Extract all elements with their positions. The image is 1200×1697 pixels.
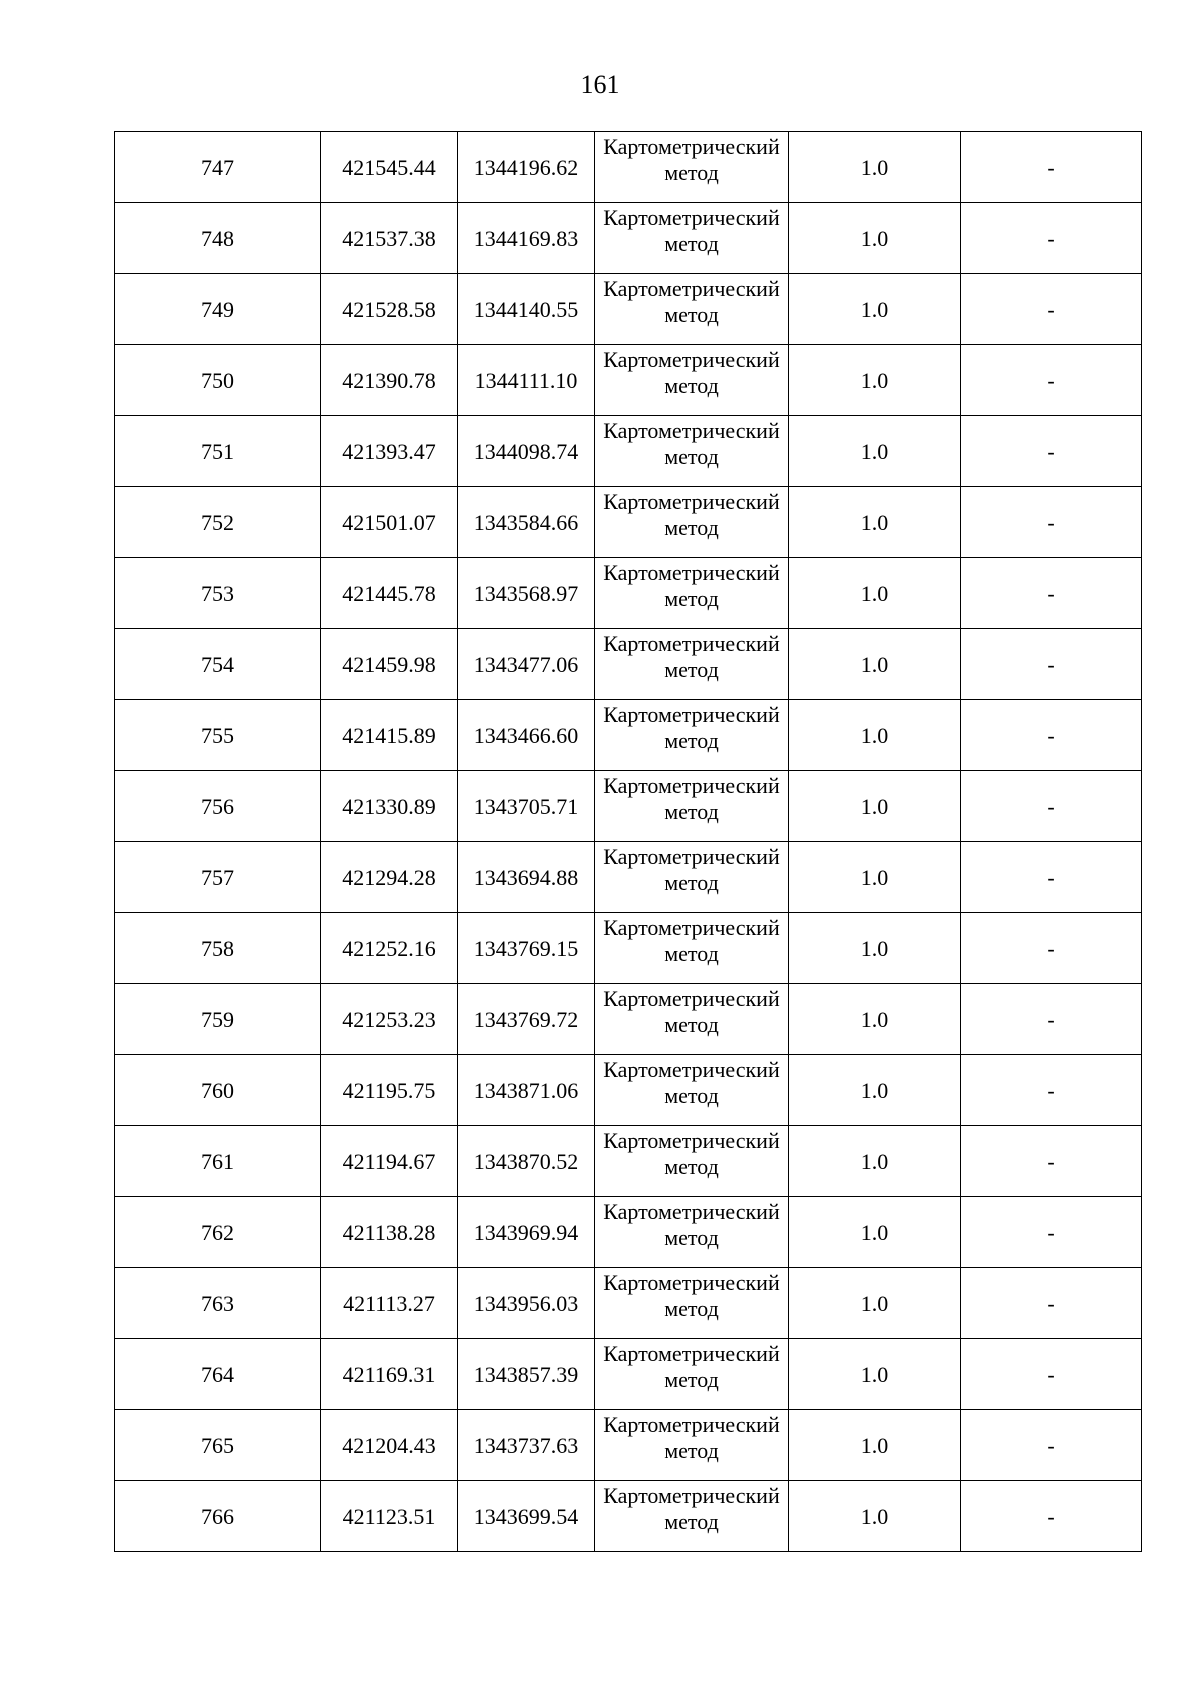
method-cell: Картометрический метод [595,842,789,913]
note-cell: - [961,558,1142,629]
table-row [115,1268,1142,1339]
y-coordinate-cell: 1343568.97 [458,558,595,629]
accuracy-cell: 1.0 [789,842,961,913]
x-coordinate-cell: 421252.16 [321,913,458,984]
x-coordinate-cell: 421415.89 [321,700,458,771]
x-coordinate-cell: 421194.67 [321,1126,458,1197]
table-row [115,558,1142,629]
point-number-cell: 760 [115,1055,321,1126]
accuracy-cell: 1.0 [789,1055,961,1126]
x-coordinate-cell: 421545.44 [321,132,458,203]
table-row [115,1126,1142,1197]
y-coordinate-cell: 1343857.39 [458,1339,595,1410]
accuracy-cell: 1.0 [789,1197,961,1268]
y-coordinate-cell: 1343466.60 [458,700,595,771]
note-cell: - [961,1126,1142,1197]
point-number-cell: 757 [115,842,321,913]
method-cell: Картометрический метод [595,1197,789,1268]
note-cell: - [961,1410,1142,1481]
x-coordinate-cell: 421204.43 [321,1410,458,1481]
method-cell: Картометрический метод [595,416,789,487]
note-cell: - [961,132,1142,203]
accuracy-cell: 1.0 [789,132,961,203]
x-coordinate-cell: 421113.27 [321,1268,458,1339]
x-coordinate-cell: 421445.78 [321,558,458,629]
method-cell: Картометрический метод [595,558,789,629]
note-cell: - [961,842,1142,913]
method-cell: Картометрический метод [595,487,789,558]
table-row [115,1339,1142,1410]
table-row [115,771,1142,842]
y-coordinate-cell: 1344169.83 [458,203,595,274]
y-coordinate-cell: 1343769.72 [458,984,595,1055]
y-coordinate-cell: 1343871.06 [458,1055,595,1126]
method-cell: Картометрический метод [595,913,789,984]
table-row [115,700,1142,771]
method-cell: Картометрический метод [595,203,789,274]
note-cell: - [961,1055,1142,1126]
note-cell: - [961,274,1142,345]
accuracy-cell: 1.0 [789,1126,961,1197]
method-cell: Картометрический метод [595,1339,789,1410]
accuracy-cell: 1.0 [789,558,961,629]
method-cell: Картометрический метод [595,132,789,203]
method-cell: Картометрический метод [595,1410,789,1481]
note-cell: - [961,203,1142,274]
table-row [115,487,1142,558]
point-number-cell: 766 [115,1481,321,1552]
accuracy-cell: 1.0 [789,1481,961,1552]
note-cell: - [961,345,1142,416]
point-number-cell: 748 [115,203,321,274]
point-number-cell: 753 [115,558,321,629]
table-row [115,913,1142,984]
point-number-cell: 765 [115,1410,321,1481]
point-number-cell: 764 [115,1339,321,1410]
accuracy-cell: 1.0 [789,416,961,487]
method-cell: Картометрический метод [595,274,789,345]
x-coordinate-cell: 421393.47 [321,416,458,487]
note-cell: - [961,487,1142,558]
point-number-cell: 747 [115,132,321,203]
x-coordinate-cell: 421330.89 [321,771,458,842]
y-coordinate-cell: 1343737.63 [458,1410,595,1481]
accuracy-cell: 1.0 [789,629,961,700]
coordinates-table-body [115,132,1142,1552]
method-cell: Картометрический метод [595,629,789,700]
method-cell: Картометрический метод [595,1481,789,1552]
accuracy-cell: 1.0 [789,274,961,345]
table-row [115,274,1142,345]
method-cell: Картометрический метод [595,700,789,771]
note-cell: - [961,1268,1142,1339]
table-row [115,1410,1142,1481]
table-row [115,629,1142,700]
table-row [115,1197,1142,1268]
accuracy-cell: 1.0 [789,984,961,1055]
point-number-cell: 756 [115,771,321,842]
y-coordinate-cell: 1344111.10 [458,345,595,416]
y-coordinate-cell: 1344140.55 [458,274,595,345]
y-coordinate-cell: 1343694.88 [458,842,595,913]
note-cell: - [961,1339,1142,1410]
note-cell: - [961,1481,1142,1552]
coordinates-table [114,131,1142,1552]
note-cell: - [961,913,1142,984]
table-row [115,984,1142,1055]
point-number-cell: 750 [115,345,321,416]
method-cell: Картометрический метод [595,1126,789,1197]
point-number-cell: 749 [115,274,321,345]
method-cell: Картометрический метод [595,1055,789,1126]
method-cell: Картометрический метод [595,345,789,416]
table-row [115,1055,1142,1126]
accuracy-cell: 1.0 [789,771,961,842]
table-row [115,842,1142,913]
x-coordinate-cell: 421123.51 [321,1481,458,1552]
table-row [115,132,1142,203]
point-number-cell: 752 [115,487,321,558]
y-coordinate-cell: 1343584.66 [458,487,595,558]
y-coordinate-cell: 1343969.94 [458,1197,595,1268]
table-row [115,1481,1142,1552]
accuracy-cell: 1.0 [789,345,961,416]
y-coordinate-cell: 1343769.15 [458,913,595,984]
point-number-cell: 754 [115,629,321,700]
y-coordinate-cell: 1343870.52 [458,1126,595,1197]
y-coordinate-cell: 1343956.03 [458,1268,595,1339]
page-number: 161 [580,70,620,99]
y-coordinate-cell: 1344098.74 [458,416,595,487]
method-cell: Картометрический метод [595,771,789,842]
accuracy-cell: 1.0 [789,203,961,274]
point-number-cell: 762 [115,1197,321,1268]
x-coordinate-cell: 421195.75 [321,1055,458,1126]
y-coordinate-cell: 1343705.71 [458,771,595,842]
x-coordinate-cell: 421390.78 [321,345,458,416]
x-coordinate-cell: 421501.07 [321,487,458,558]
x-coordinate-cell: 421459.98 [321,629,458,700]
x-coordinate-cell: 421528.58 [321,274,458,345]
y-coordinate-cell: 1344196.62 [458,132,595,203]
note-cell: - [961,984,1142,1055]
x-coordinate-cell: 421537.38 [321,203,458,274]
accuracy-cell: 1.0 [789,1268,961,1339]
note-cell: - [961,629,1142,700]
point-number-cell: 751 [115,416,321,487]
table-row [115,416,1142,487]
point-number-cell: 759 [115,984,321,1055]
table-row [115,345,1142,416]
accuracy-cell: 1.0 [789,1339,961,1410]
y-coordinate-cell: 1343477.06 [458,629,595,700]
accuracy-cell: 1.0 [789,1410,961,1481]
note-cell: - [961,1197,1142,1268]
method-cell: Картометрический метод [595,984,789,1055]
method-cell: Картометрический метод [595,1268,789,1339]
accuracy-cell: 1.0 [789,700,961,771]
x-coordinate-cell: 421138.28 [321,1197,458,1268]
point-number-cell: 758 [115,913,321,984]
point-number-cell: 755 [115,700,321,771]
table-row [115,203,1142,274]
point-number-cell: 763 [115,1268,321,1339]
note-cell: - [961,771,1142,842]
note-cell: - [961,416,1142,487]
note-cell: - [961,700,1142,771]
accuracy-cell: 1.0 [789,487,961,558]
x-coordinate-cell: 421169.31 [321,1339,458,1410]
x-coordinate-cell: 421294.28 [321,842,458,913]
x-coordinate-cell: 421253.23 [321,984,458,1055]
point-number-cell: 761 [115,1126,321,1197]
y-coordinate-cell: 1343699.54 [458,1481,595,1552]
accuracy-cell: 1.0 [789,913,961,984]
